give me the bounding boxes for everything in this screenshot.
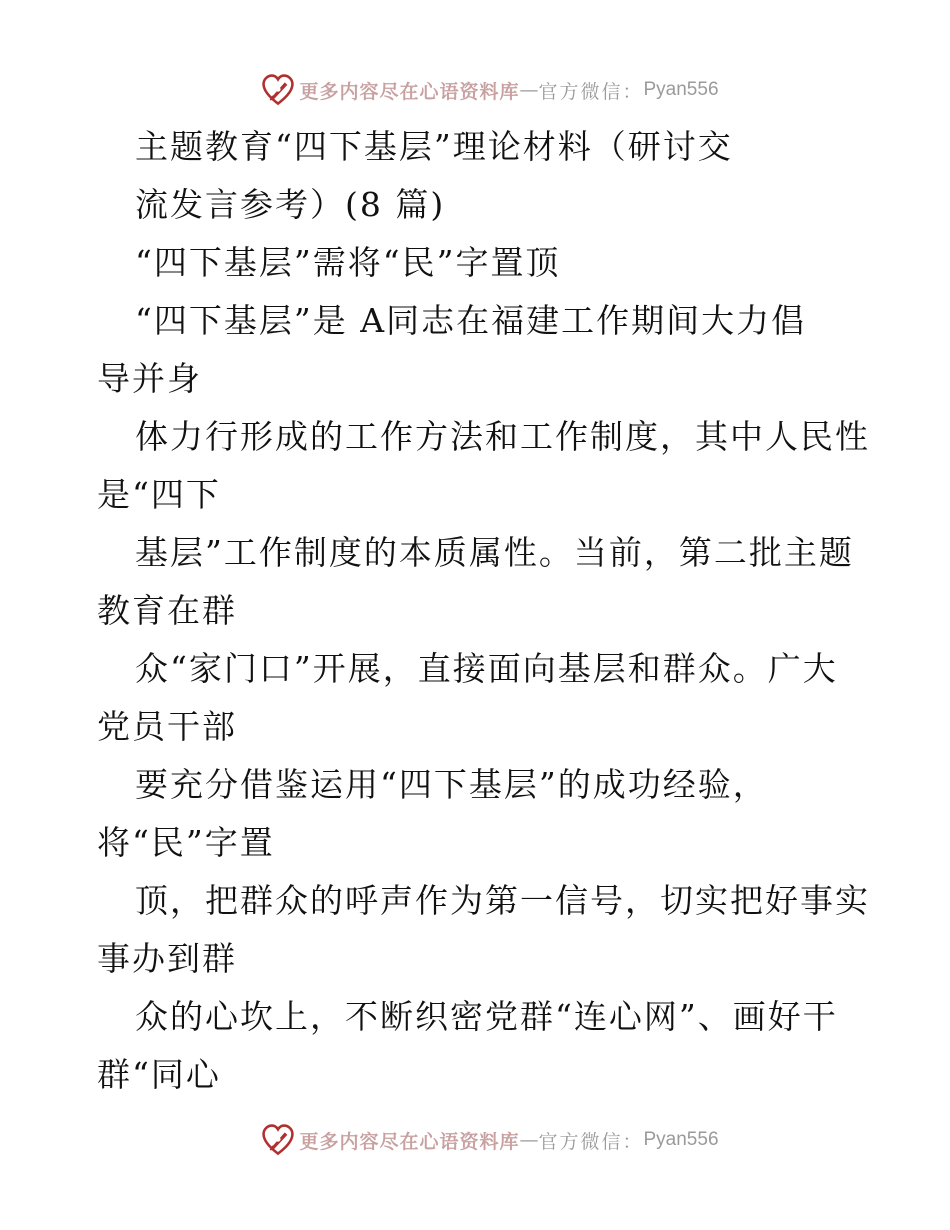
watermark-contact-label: 官方微信： xyxy=(538,1130,644,1153)
watermark-group xyxy=(261,1123,718,1157)
footer-watermark xyxy=(0,1120,950,1160)
paragraph-line: 基层”工作制度的本质属性。当前，第二批主题 xyxy=(135,533,854,572)
paragraph-line: 众的心坎上，不断织密党群“连心网”、画好干 xyxy=(135,997,838,1036)
document-body xyxy=(97,118,877,1104)
paragraph-line: 顶，把群众的呼声作为第一信号，切实把好事实 xyxy=(135,881,870,920)
paragraph-line: 事办到群 xyxy=(97,939,237,978)
watermark-contact-id: Pyan556 xyxy=(643,79,719,100)
watermark-separator: — xyxy=(519,79,539,101)
paragraph-line: 将“民”字置 xyxy=(97,823,275,862)
watermark-contact-id: Pyan556 xyxy=(643,1129,719,1150)
watermark-contact-label: 官方微信： xyxy=(538,80,644,103)
header-watermark xyxy=(0,70,950,110)
watermark-group xyxy=(261,73,718,107)
document-title-line-1: 主题教育“四下基层”理论材料（研讨交 xyxy=(135,127,733,166)
paragraph-line: 是“四下 xyxy=(97,475,221,514)
watermark-separator: — xyxy=(519,1129,539,1151)
document-title-line-2: 流发言参考）(8 篇) xyxy=(135,185,446,224)
paragraph-line: 要充分借鉴运用“四下基层”的成功经验， xyxy=(135,765,768,804)
article-heading: “四下基层”需将“民”字置顶 xyxy=(135,243,561,282)
paragraph-line: 体力行形成的工作方法和工作制度，其中人民性 xyxy=(135,417,870,456)
paragraph-line: “四下基层”是 A同志在福建工作期间大力倡 xyxy=(135,301,807,340)
paragraph-line: 教育在群 xyxy=(97,591,237,630)
heart-quill-logo-icon xyxy=(261,73,295,107)
paragraph-line: 群“同心 xyxy=(97,1055,221,1094)
watermark-brand: 更多内容尽在心语资料库 xyxy=(299,80,520,103)
paragraph-line: 党员干部 xyxy=(97,707,237,746)
paragraph-line: 导并身 xyxy=(97,359,202,398)
watermark-brand: 更多内容尽在心语资料库 xyxy=(299,1130,520,1153)
paragraph-line: 众“家门口”开展，直接面向基层和群众。广大 xyxy=(135,649,838,688)
heart-quill-logo-icon xyxy=(261,1123,295,1157)
